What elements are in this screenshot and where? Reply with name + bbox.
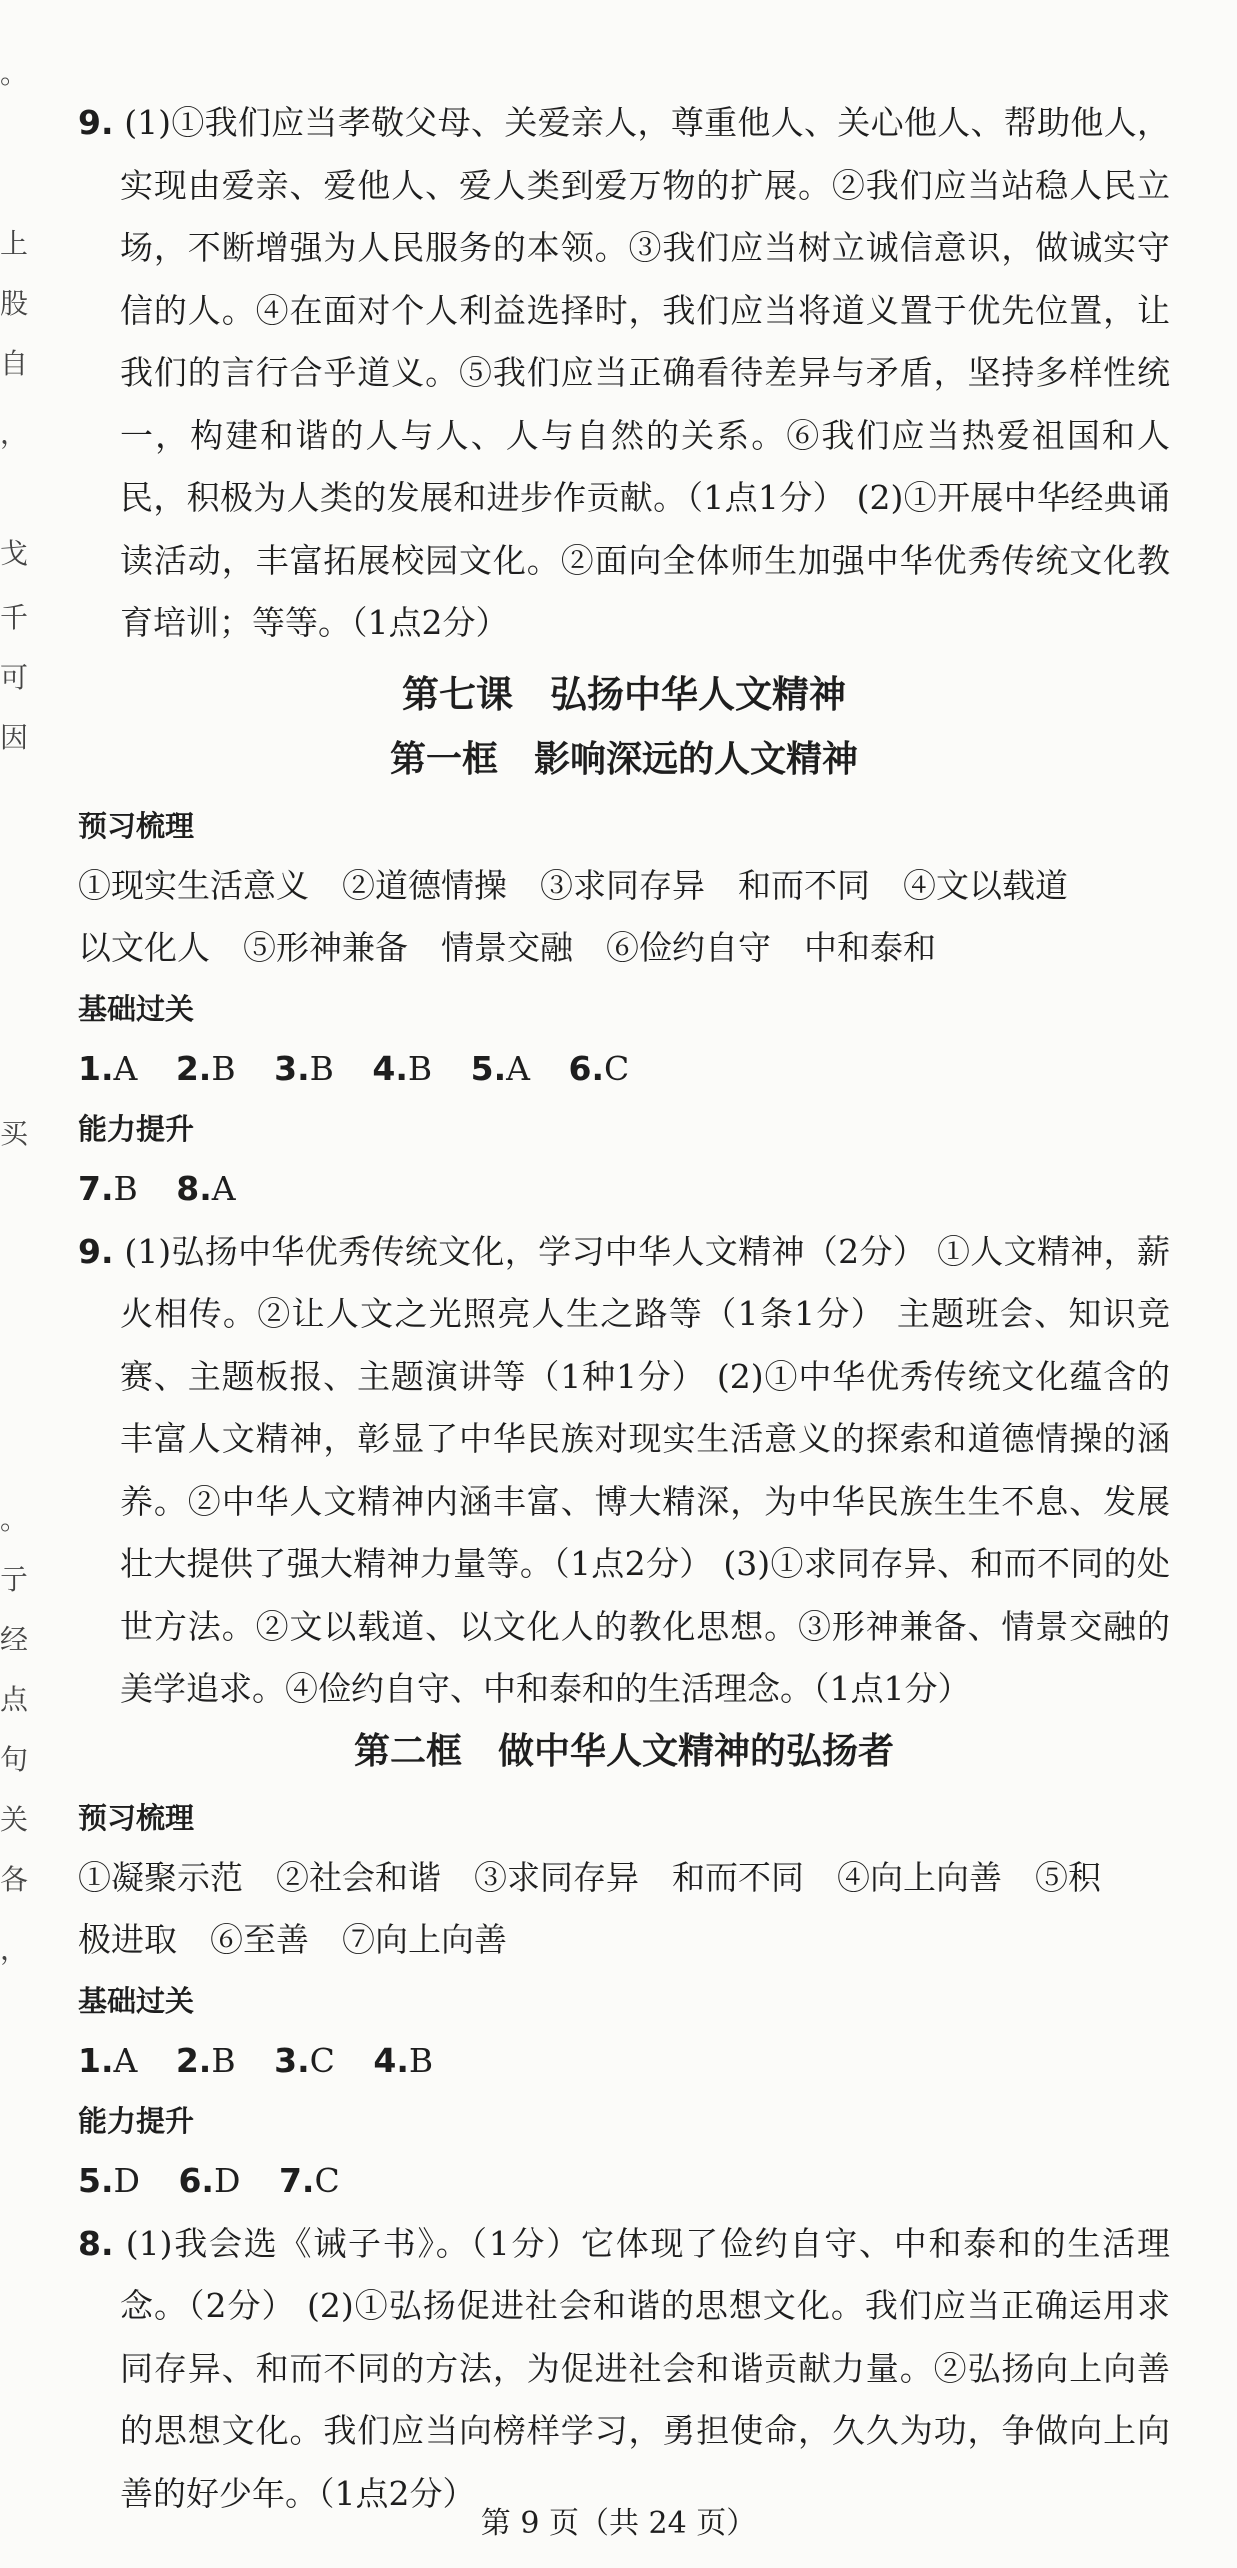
section-heading-basic: 基础过关 [78,991,195,1026]
answer-letter: A [211,1169,236,1208]
frame-2-title: 第二框 做中华人文精神的弘扬者 [353,1730,894,1772]
answer-letter: B [408,2040,434,2080]
answer-letter: B [211,1048,236,1088]
answer-letter: A [113,2040,138,2080]
answer-letter: B [113,1169,138,1208]
question-number: 6. [568,1048,604,1088]
question-number: 1. [78,1048,114,1088]
answer-letter: C [603,1048,630,1088]
question-number: 7. [278,2161,315,2200]
lesson-title: 第七课 弘扬中华人文精神 [402,672,846,716]
margin-glyph: 点 [0,1683,29,1716]
preview-line: 以文化人 ⑤形神兼备 情景交融 ⑥俭约自守 中和泰和 [78,928,936,967]
frame-1-title: 第一框 影响深远的人文精神 [389,738,858,780]
preview-line: ①凝聚示范 ②社会和谐 ③求同存异 和而不同 ④向上向善 ⑤积 [78,1857,1101,1897]
margin-glyph: 因 [0,721,29,754]
answer-row [78,1038,1170,1101]
section-heading-basic: 基础过关 [78,1983,195,2018]
section-heading-preview: 预习梳理 [78,808,195,843]
margin-glyph: 经 [0,1623,29,1656]
margin-glyph: ， [0,417,29,450]
answer-letter: D [113,2161,140,2200]
question-number: 8. [176,1169,212,1208]
question-number: 9. [78,103,114,142]
preview-line: ①现实生活意义 ②道德情操 ③求同存异 和而不同 ④文以载道 [78,865,1068,905]
margin-glyph: 上 [0,227,29,260]
question-number: 3. [274,1048,310,1088]
question-number: 8. [78,2223,114,2263]
answer-letter: A [506,1048,530,1088]
margin-glyph: 关 [0,1803,29,1836]
answer-page [78,92,1170,2525]
answer-letter: B [211,2040,236,2080]
question-9-answer [78,1221,1170,1721]
answer-text: (1)我会选《诫子书》。（1分）它体现了俭约自守、中和泰和的生活理念。（2分） (2)①弘扬促进社会和谐的思想文化。我们应当正确运用求同存异、和而不同的方法，为促进社会和谐贡献力量。②弘扬向上向善的思想文化。我们应当向榜样学习，勇担使命，久久为功，争做向上向善的好少年。（1点2分） [120,2223,1170,2513]
question-9-answer-previous [78,92,1170,655]
answer-letter: B [309,1048,334,1088]
answer-row [78,1158,1170,1221]
answer-letter: C [314,2161,340,2200]
answer-row [78,2030,1170,2093]
margin-glyph: 。 [0,1503,29,1536]
question-8-answer [78,2213,1170,2526]
answer-letter: A [113,1048,138,1088]
page-footer: 第 9 页（共 24 页） [480,2506,757,2541]
section-heading-ability: 能力提升 [78,2104,195,2138]
question-number: 5. [470,1048,507,1088]
question-number: 5. [78,2161,114,2200]
margin-glyph: ， [0,1933,29,1966]
question-number: 7. [78,1169,114,1208]
margin-glyph: 自 [0,347,29,380]
preview-line: 极进取 ⑥至善 ⑦向上向善 [78,1920,507,1959]
margin-glyph: 千 [0,601,29,634]
section-heading-preview: 预习梳理 [78,1800,195,1835]
question-number: 4. [373,2040,409,2080]
answer-letter: C [309,2040,335,2080]
question-number: 3. [274,2040,310,2080]
margin-glyph: 可 [0,661,29,694]
question-number: 9. [78,1231,114,1271]
answer-row [78,2150,1170,2213]
question-number: 2. [175,1048,212,1088]
question-number: 2. [175,2040,212,2080]
margin-glyph: 。 [0,57,29,90]
question-number: 4. [372,1048,408,1088]
answer-text: (1)弘扬中华优秀传统文化，学习中华人文精神（2分） ①人文精神，薪火相传。②让人文之光照亮人生之路等（1条1分） 主题班会、知识竞赛、主题板报、主题演讲等（1种1分） (2)①中华优秀传统文化蕴含的丰富人文精神，彰显了中华民族对现实生活意义的探索和道德情操的涵养。②中华人文精神内涵丰富、博大精深，为中华民族生生不息、发展壮大提供了强大精神力量等。（1点2分） (3)①求同存异、和而不同的处世方法。②文以载道、以文化人的教化思想。③形神兼备、情景交融的美学追求。④俭约自守、中和泰和的生活理念。（1点1分） [120,1231,1170,1708]
margin-glyph: 句 [0,1743,29,1776]
answer-text: (1)①我们应当孝敬父母、关爱亲人，尊重他人、关心他人、帮助他人，实现由爱亲、爱他人、爱人类到爱万物的扩展。②我们应当站稳人民立场，不断增强为人民服务的本领。③我们应当树立诚信意识，做诚实守信的人。④在面对个人利益选择时，我们应当将道义置于优先位置，让我们的言行合乎道义。⑤我们应当正确看待差异与矛盾，坚持多样性统一，构建和谐的人与人、人与自然的关系。⑥我们应当热爱祖国和人民，积极为人类的发展和进步作贡献。（1点1分） (2)①开展中华经典诵读活动，丰富拓展校园文化。②面向全体师生加强中华优秀传统文化教育培训；等等。（1点2分） [120,103,1170,642]
margin-glyph: 各 [0,1863,29,1896]
margin-glyph: 亍 [0,1563,29,1596]
margin-glyph: 戈 [0,537,29,570]
margin-glyph: 股 [0,287,29,320]
margin-glyph: 买 [0,1117,29,1150]
question-number: 6. [178,2161,214,2200]
answer-letter: B [407,1048,433,1088]
section-heading-ability: 能力提升 [78,1112,195,1146]
answer-letter: D [213,2161,241,2200]
question-number: 1. [78,2040,114,2080]
left-margin-bleed [0,0,30,2568]
